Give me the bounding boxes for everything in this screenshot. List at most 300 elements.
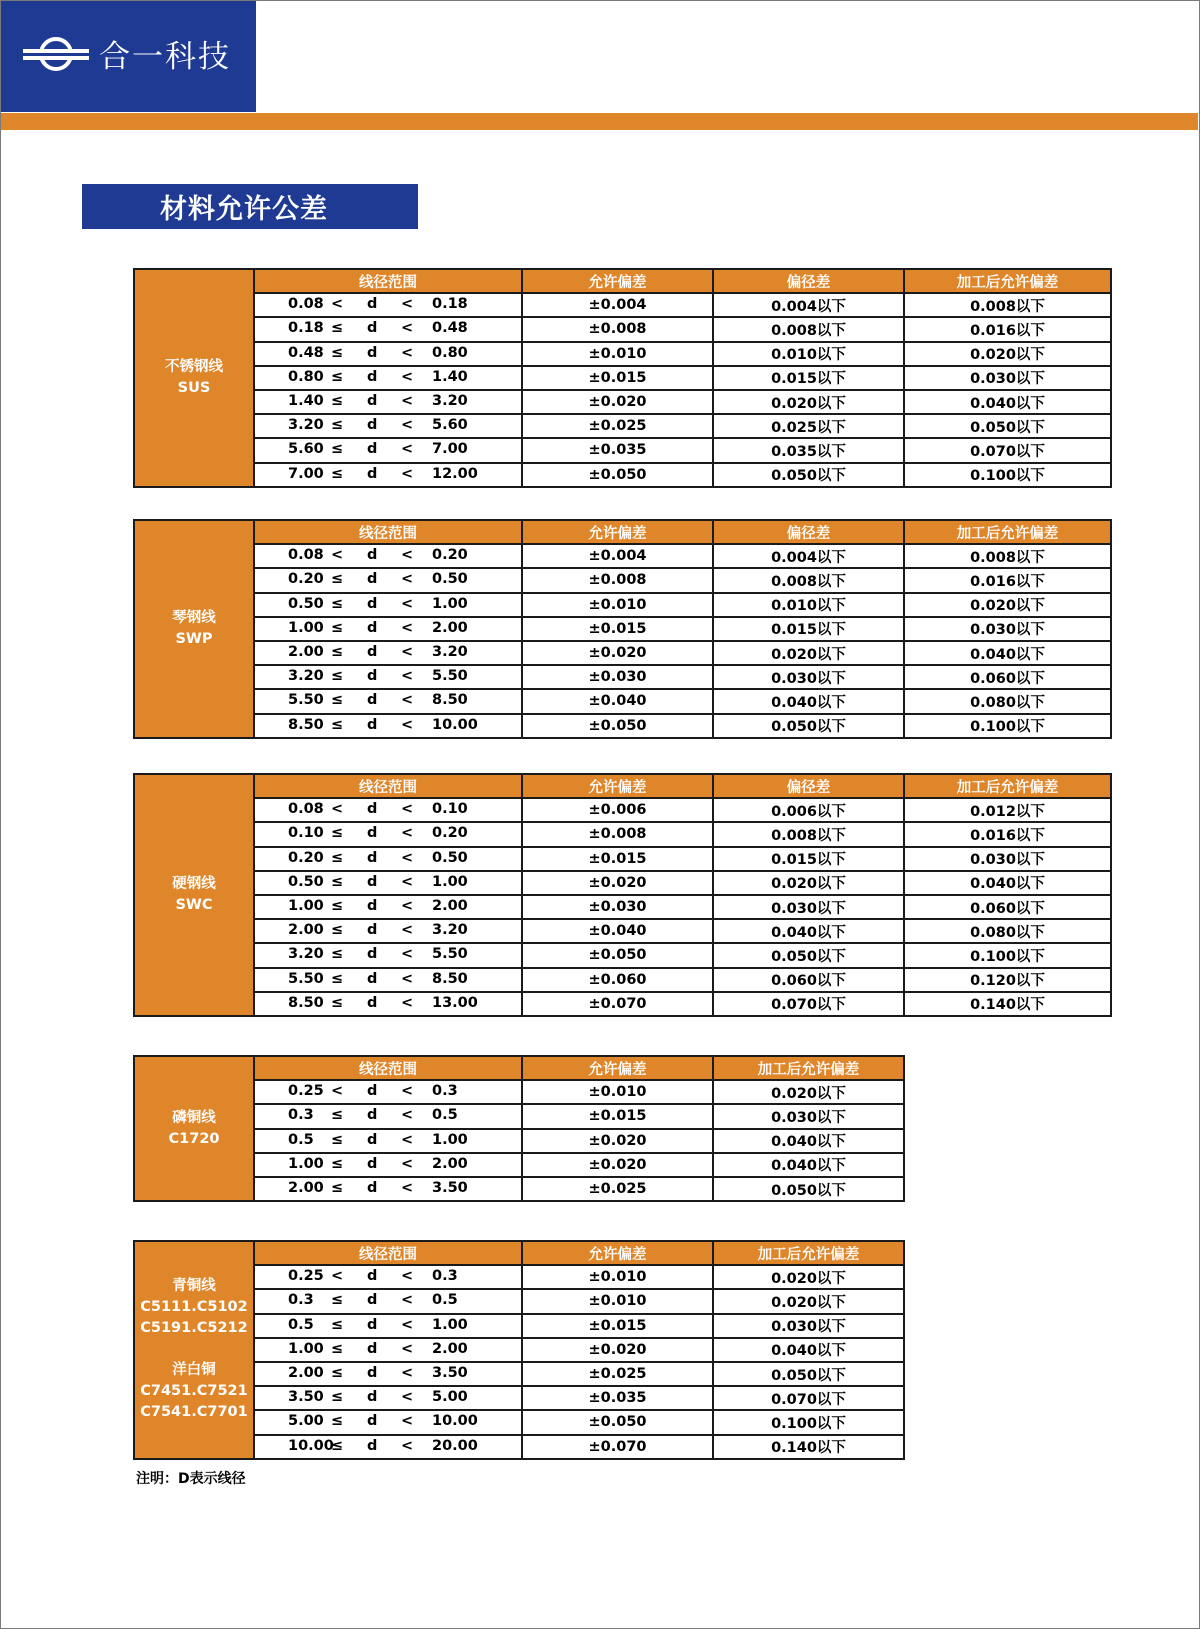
range-op-low: ≤: [331, 946, 344, 963]
material-label-line: 硬钢线: [172, 875, 216, 892]
range-high: 3.50: [432, 1364, 468, 1381]
table-cell: 0.010以下: [713, 593, 904, 617]
column-header: 线径范围: [254, 269, 522, 293]
range-op-high: <: [401, 595, 414, 612]
material-label-line: [135, 1339, 253, 1360]
diameter-range-cell: [254, 641, 522, 665]
table-cell: 0.020以下: [904, 342, 1111, 366]
table-cell: 0.008以下: [904, 544, 1111, 568]
range-op-high: <: [401, 1292, 414, 1309]
range-var: d: [367, 1268, 378, 1285]
table-cell: ±0.020: [522, 1129, 713, 1153]
range-op-low: ≤: [331, 692, 344, 709]
range-high: 1.00: [432, 595, 468, 612]
table: [133, 773, 1112, 1017]
range-op-low: ≤: [331, 970, 344, 987]
range-low: 0.08: [288, 801, 324, 818]
diameter-range-cell: [254, 438, 522, 462]
material-label-line: 琴钢线: [172, 609, 216, 626]
material-label: [134, 774, 254, 1016]
range-high: 12.00: [432, 465, 478, 482]
table-cell: 0.050以下: [713, 714, 904, 738]
range-var: d: [367, 1364, 378, 1381]
table-cell: 0.030以下: [713, 1314, 904, 1338]
range-high: 10.00: [432, 1413, 478, 1430]
table-cell: ±0.015: [522, 366, 713, 390]
table-cell: 0.140以下: [904, 992, 1111, 1016]
table-cell: 0.050以下: [713, 1177, 904, 1201]
table-header-row: [134, 520, 1111, 544]
column-header: 允许偏差: [522, 269, 713, 293]
table-cell: 0.012以下: [904, 798, 1111, 822]
column-header: 允许偏差: [522, 774, 713, 798]
table-cell: 0.040以下: [713, 689, 904, 713]
table-cell: ±0.008: [522, 317, 713, 341]
range-op-low: ≤: [331, 1131, 344, 1148]
tolerance-table-2: [133, 519, 1112, 739]
range-var: d: [367, 1131, 378, 1148]
table-cell: ±0.050: [522, 1410, 713, 1434]
range-op-high: <: [401, 1389, 414, 1406]
diameter-range-cell: [254, 665, 522, 689]
table-cell: 0.040以下: [904, 641, 1111, 665]
range-op-low: ≤: [331, 643, 344, 660]
diameter-range-cell: [254, 366, 522, 390]
range-var: d: [367, 970, 378, 987]
table-cell: 0.060以下: [713, 968, 904, 992]
table-cell: ±0.004: [522, 544, 713, 568]
range-var: d: [367, 296, 378, 313]
table-cell: 0.040以下: [904, 871, 1111, 895]
table-row: [134, 919, 1111, 943]
table-cell: ±0.040: [522, 689, 713, 713]
range-low: 3.50: [288, 1389, 324, 1406]
table-row: [134, 895, 1111, 919]
table-cell: 0.100以下: [904, 943, 1111, 967]
table-row: [134, 463, 1111, 487]
range-var: d: [367, 619, 378, 636]
range-op-low: ≤: [331, 873, 344, 890]
diameter-range-cell: [254, 1129, 522, 1153]
table-cell: ±0.025: [522, 1362, 713, 1386]
range-low: 5.50: [288, 970, 324, 987]
table-header-row: [134, 1056, 904, 1080]
table-cell: ±0.050: [522, 463, 713, 487]
range-op-high: <: [401, 922, 414, 939]
material-label: [134, 1241, 254, 1459]
table-cell: ±0.020: [522, 641, 713, 665]
table-cell: 0.070以下: [713, 992, 904, 1016]
table-cell: 0.080以下: [904, 919, 1111, 943]
tolerance-table-5: [133, 1240, 905, 1460]
range-high: 0.50: [432, 571, 468, 588]
range-high: 1.00: [432, 873, 468, 890]
range-op-low: ≤: [331, 441, 344, 458]
range-op-high: <: [401, 825, 414, 842]
range-var: d: [367, 1413, 378, 1430]
table-cell: 0.020以下: [904, 593, 1111, 617]
range-var: d: [367, 465, 378, 482]
table-cell: 0.020以下: [713, 1080, 904, 1104]
range-var: d: [367, 368, 378, 385]
table-row: [134, 871, 1111, 895]
range-var: d: [367, 1083, 378, 1100]
range-high: 0.3: [432, 1268, 458, 1285]
range-high: 3.50: [432, 1179, 468, 1196]
range-low: 1.00: [288, 897, 324, 914]
diameter-range-cell: [254, 317, 522, 341]
range-var: d: [367, 922, 378, 939]
table-cell: 0.080以下: [904, 689, 1111, 713]
table-cell: 0.030以下: [713, 1104, 904, 1128]
range-var: d: [367, 849, 378, 866]
table-cell: 0.020以下: [713, 1265, 904, 1289]
range-op-high: <: [401, 320, 414, 337]
range-high: 2.00: [432, 619, 468, 636]
range-var: d: [367, 392, 378, 409]
diameter-range-cell: [254, 968, 522, 992]
range-op-low: ≤: [331, 1340, 344, 1357]
material-label-line: C7541.C7701: [140, 1404, 248, 1421]
range-var: d: [367, 668, 378, 685]
range-low: 2.00: [288, 1179, 324, 1196]
table-cell: 0.030以下: [713, 895, 904, 919]
range-op-low: <: [331, 296, 344, 313]
range-high: 5.50: [432, 946, 468, 963]
range-var: d: [367, 547, 378, 564]
table-cell: ±0.015: [522, 617, 713, 641]
diameter-range-cell: [254, 1153, 522, 1177]
table-row: [134, 342, 1111, 366]
range-var: d: [367, 417, 378, 434]
table-cell: 0.015以下: [713, 847, 904, 871]
diameter-range-cell: [254, 798, 522, 822]
range-op-high: <: [401, 1340, 414, 1357]
diameter-range-cell: [254, 1104, 522, 1128]
table-cell: 0.025以下: [713, 414, 904, 438]
diameter-range-cell: [254, 568, 522, 592]
range-high: 3.20: [432, 643, 468, 660]
table-cell: 0.050以下: [713, 463, 904, 487]
range-low: 0.18: [288, 320, 324, 337]
table-row: [134, 665, 1111, 689]
table-cell: ±0.006: [522, 798, 713, 822]
range-op-low: ≤: [331, 1107, 344, 1124]
table-cell: ±0.010: [522, 1265, 713, 1289]
material-label-line: 不锈钢线: [165, 358, 223, 375]
column-header: 线径范围: [254, 520, 522, 544]
range-low: 2.00: [288, 643, 324, 660]
range-op-low: ≤: [331, 716, 344, 733]
range-op-low: ≤: [331, 897, 344, 914]
range-op-low: ≤: [331, 392, 344, 409]
range-high: 5.50: [432, 668, 468, 685]
tolerance-table-1: [133, 268, 1112, 488]
diameter-range-cell: [254, 943, 522, 967]
column-header: 偏径差: [713, 520, 904, 544]
diameter-range-cell: [254, 414, 522, 438]
range-op-low: ≤: [331, 1437, 344, 1454]
table-cell: 0.008以下: [904, 293, 1111, 317]
table-cell: 0.008以下: [713, 568, 904, 592]
table-cell: 0.140以下: [713, 1435, 904, 1459]
table-cell: 0.070以下: [713, 1386, 904, 1410]
diameter-range-cell: [254, 342, 522, 366]
range-high: 7.00: [432, 441, 468, 458]
table-row: [134, 593, 1111, 617]
range-low: 0.08: [288, 547, 324, 564]
range-op-low: <: [331, 1083, 344, 1100]
table-cell: 0.004以下: [713, 544, 904, 568]
range-low: 5.00: [288, 1413, 324, 1430]
table-cell: 0.100以下: [904, 463, 1111, 487]
column-header: 加工后允许偏差: [713, 1056, 904, 1080]
table-cell: 0.030以下: [713, 665, 904, 689]
range-op-high: <: [401, 1155, 414, 1172]
table-header-row: [134, 774, 1111, 798]
range-op-low: <: [331, 547, 344, 564]
table-cell: ±0.060: [522, 968, 713, 992]
range-low: 8.50: [288, 716, 324, 733]
range-var: d: [367, 595, 378, 612]
range-op-high: <: [401, 873, 414, 890]
diameter-range-cell: [254, 992, 522, 1016]
range-var: d: [367, 1340, 378, 1357]
range-op-high: <: [401, 1131, 414, 1148]
range-op-low: ≤: [331, 1292, 344, 1309]
range-low: 5.60: [288, 441, 324, 458]
range-low: 0.80: [288, 368, 324, 385]
range-low: 3.20: [288, 668, 324, 685]
range-op-low: ≤: [331, 417, 344, 434]
table-cell: 0.040以下: [713, 1129, 904, 1153]
table-cell: 0.020以下: [713, 641, 904, 665]
diameter-range-cell: [254, 895, 522, 919]
table-cell: 0.008以下: [713, 822, 904, 846]
range-high: 3.20: [432, 392, 468, 409]
table-cell: ±0.025: [522, 414, 713, 438]
table-row: [134, 968, 1111, 992]
range-low: 0.08: [288, 296, 324, 313]
range-var: d: [367, 801, 378, 818]
range-op-low: ≤: [331, 320, 344, 337]
range-var: d: [367, 1292, 378, 1309]
table-row: [134, 617, 1111, 641]
range-op-low: <: [331, 1268, 344, 1285]
range-op-low: ≤: [331, 1364, 344, 1381]
table-cell: 0.070以下: [904, 438, 1111, 462]
range-var: d: [367, 1437, 378, 1454]
table-cell: ±0.010: [522, 342, 713, 366]
table-cell: ±0.030: [522, 665, 713, 689]
range-low: 3.20: [288, 417, 324, 434]
table: [133, 268, 1112, 488]
range-low: 2.00: [288, 1364, 324, 1381]
table-header-row: [134, 269, 1111, 293]
table: [133, 519, 1112, 739]
tolerance-table-3: [133, 773, 1112, 1017]
range-op-high: <: [401, 1268, 414, 1285]
range-low: 0.25: [288, 1268, 324, 1285]
material-label-line: 青铜线: [172, 1278, 216, 1295]
material-label-line: SUS: [177, 379, 211, 396]
material-label: [134, 269, 254, 487]
material-label-line: C5191.C5212: [140, 1320, 248, 1337]
brand-logo-box: [1, 1, 256, 112]
range-var: d: [367, 825, 378, 842]
table-cell: ±0.004: [522, 293, 713, 317]
range-op-high: <: [401, 344, 414, 361]
range-low: 0.20: [288, 849, 324, 866]
column-header: 允许偏差: [522, 1056, 713, 1080]
table-cell: 0.040以下: [904, 390, 1111, 414]
range-op-low: <: [331, 801, 344, 818]
column-header: 线径范围: [254, 774, 522, 798]
range-var: d: [367, 692, 378, 709]
range-op-high: <: [401, 465, 414, 482]
material-label: [134, 1056, 254, 1201]
range-op-high: <: [401, 849, 414, 866]
range-op-high: <: [401, 1316, 414, 1333]
range-op-low: ≤: [331, 619, 344, 636]
table-cell: 0.015以下: [713, 366, 904, 390]
material-label-line: C7451.C7521: [140, 1383, 248, 1400]
table-cell: 0.006以下: [713, 798, 904, 822]
table-cell: ±0.008: [522, 822, 713, 846]
range-op-low: ≤: [331, 1155, 344, 1172]
range-op-high: <: [401, 643, 414, 660]
range-op-high: <: [401, 417, 414, 434]
section-title: [82, 184, 418, 229]
table-cell: 0.060以下: [904, 665, 1111, 689]
table-cell: 0.050以下: [713, 943, 904, 967]
range-op-high: <: [401, 1107, 414, 1124]
range-low: 5.50: [288, 692, 324, 709]
diameter-range-cell: [254, 822, 522, 846]
range-op-low: ≤: [331, 595, 344, 612]
column-header: 线径范围: [254, 1056, 522, 1080]
footnote: 注明：D表示线径: [136, 1471, 246, 1487]
brand-logo-icon: [23, 34, 89, 74]
range-low: 1.00: [288, 1155, 324, 1172]
table-cell: ±0.010: [522, 1080, 713, 1104]
range-op-high: <: [401, 296, 414, 313]
table-cell: ±0.020: [522, 1153, 713, 1177]
range-op-low: ≤: [331, 1179, 344, 1196]
range-var: d: [367, 344, 378, 361]
diameter-range-cell: [254, 1177, 522, 1201]
range-var: d: [367, 320, 378, 337]
range-high: 20.00: [432, 1437, 478, 1454]
table-row: [134, 992, 1111, 1016]
tolerance-table-4: [133, 1055, 905, 1202]
range-low: 0.5: [288, 1316, 314, 1333]
range-op-low: ≤: [331, 465, 344, 482]
table-row: [134, 293, 1111, 317]
table-cell: 0.020以下: [713, 390, 904, 414]
table-cell: 0.040以下: [713, 1153, 904, 1177]
range-op-high: <: [401, 716, 414, 733]
table-row: [134, 390, 1111, 414]
table-cell: 0.015以下: [713, 617, 904, 641]
range-high: 8.50: [432, 970, 468, 987]
table-cell: 0.016以下: [904, 317, 1111, 341]
range-op-low: ≤: [331, 825, 344, 842]
range-high: 3.20: [432, 922, 468, 939]
table-cell: ±0.050: [522, 714, 713, 738]
range-op-low: ≤: [331, 1413, 344, 1430]
table-cell: 0.050以下: [713, 1362, 904, 1386]
diameter-range-cell: [254, 847, 522, 871]
table-cell: ±0.015: [522, 1104, 713, 1128]
column-header: 加工后允许偏差: [904, 269, 1111, 293]
section-title-text: 材料允许公差: [160, 194, 328, 225]
column-header: 允许偏差: [522, 1241, 713, 1265]
table-cell: ±0.035: [522, 1386, 713, 1410]
range-low: 3.20: [288, 946, 324, 963]
range-op-high: <: [401, 994, 414, 1011]
table-cell: 0.040以下: [713, 1338, 904, 1362]
table-row: [134, 822, 1111, 846]
material-label-line: 洋白铜: [172, 1362, 216, 1379]
range-high: 2.00: [432, 1155, 468, 1172]
table-cell: 0.020以下: [713, 1289, 904, 1313]
range-high: 1.40: [432, 368, 468, 385]
brand-name: 合一科技: [99, 39, 231, 75]
material-label-line: 磷铜线: [172, 1109, 216, 1126]
range-var: d: [367, 994, 378, 1011]
table: [133, 1055, 905, 1202]
range-var: d: [367, 1179, 378, 1196]
range-op-high: <: [401, 946, 414, 963]
range-op-low: ≤: [331, 571, 344, 588]
table-row: [134, 438, 1111, 462]
table-row: [134, 366, 1111, 390]
range-low: 7.00: [288, 465, 324, 482]
column-header: 允许偏差: [522, 520, 713, 544]
range-var: d: [367, 1389, 378, 1406]
range-low: 10.00: [288, 1437, 334, 1454]
range-low: 0.20: [288, 571, 324, 588]
material-label-line: C5111.C5102: [140, 1299, 248, 1316]
diameter-range-cell: [254, 390, 522, 414]
range-op-high: <: [401, 1083, 414, 1100]
range-high: 1.00: [432, 1131, 468, 1148]
range-op-high: <: [401, 1413, 414, 1430]
range-op-high: <: [401, 897, 414, 914]
diameter-range-cell: [254, 593, 522, 617]
diameter-range-cell: [254, 1338, 522, 1362]
table-cell: 0.008以下: [713, 317, 904, 341]
range-op-high: <: [401, 1364, 414, 1381]
range-high: 0.20: [432, 825, 468, 842]
table-cell: 0.016以下: [904, 568, 1111, 592]
range-var: d: [367, 873, 378, 890]
table-cell: 0.100以下: [713, 1410, 904, 1434]
range-op-high: <: [401, 1437, 414, 1454]
table-row: [134, 544, 1111, 568]
range-low: 0.5: [288, 1131, 314, 1148]
range-low: 1.00: [288, 619, 324, 636]
table-cell: ±0.020: [522, 1338, 713, 1362]
table-cell: 0.040以下: [713, 919, 904, 943]
diameter-range-cell: [254, 293, 522, 317]
table-cell: ±0.020: [522, 390, 713, 414]
range-high: 0.18: [432, 296, 468, 313]
table-row: [134, 798, 1111, 822]
material-label-line: SWC: [175, 896, 213, 913]
range-low: 1.00: [288, 1340, 324, 1357]
